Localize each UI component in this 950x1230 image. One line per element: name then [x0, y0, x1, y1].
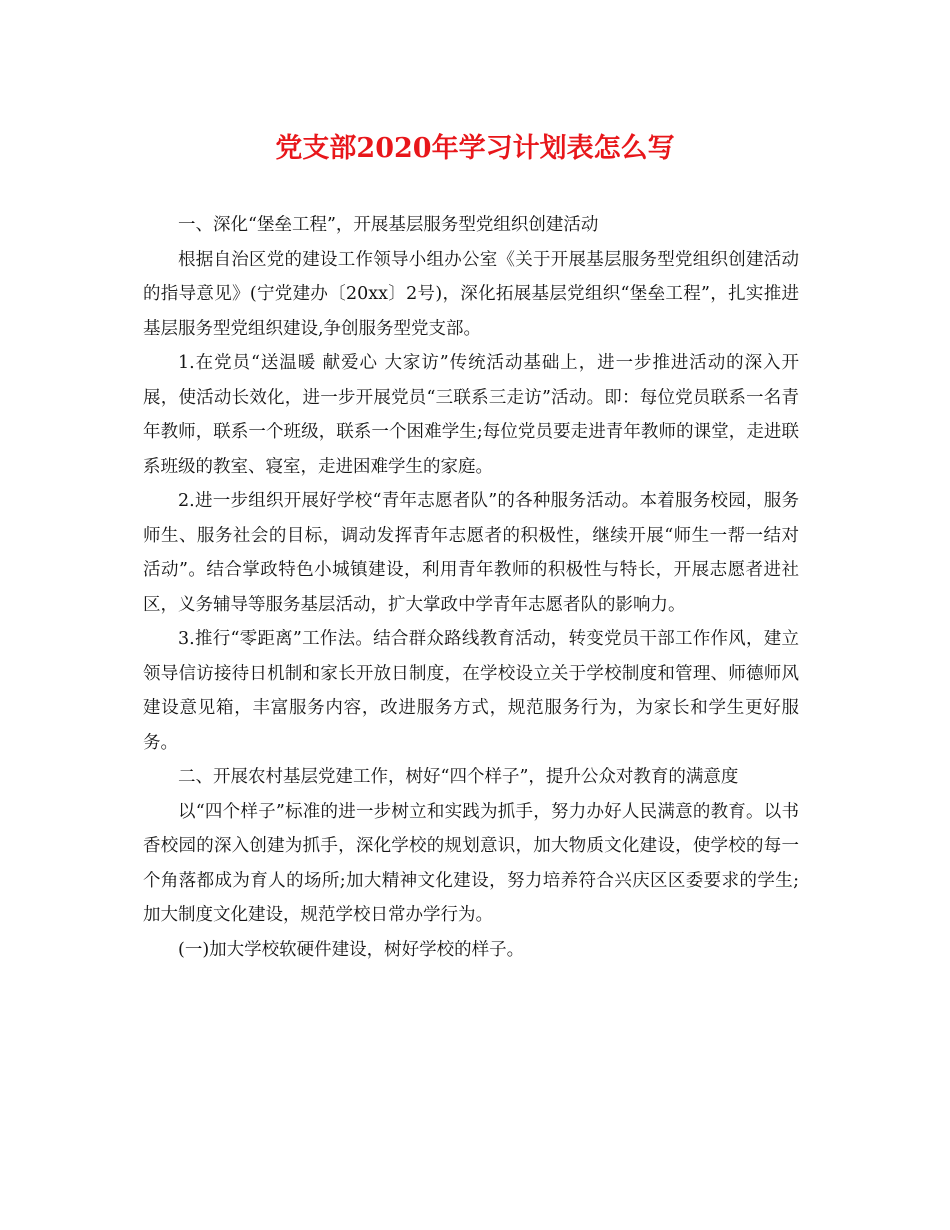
section-heading-1: 一、深化“堡垒工程”，开展基层服务型党组织创建活动 — [178, 215, 599, 235]
list-item-1: 1.在党员“送温暖 献爱心 大家访”传统活动基础上，进一步推进活动的深入开展，使活动长效化，进一步开展党员“三联系三走访”活动。即：每位党员联系一名青年教师，联系一个班级，联系一个困难学生;每位党员要走进青年教师的课堂，走进联系班级的教室、寝室，走进困难学生的家庭。 — [143, 353, 799, 477]
subsection-heading-1: (一)加大学校软硬件建设，树好学校的样子。 — [178, 939, 525, 960]
paragraph-section-2: 以“四个样子”标准的进一步树立和实践为抓手，努力办好人民满意的教育。以书香校园的深入创建为抓手，深化学校的规划意识，加大物质文化建设，使学校的每一个角落都成为育人的场所;加大精神文化建设，努力培养符合兴庆区区委要求的学生;加大制度文化建设，规范学校日常办学行为。 — [143, 801, 799, 925]
list-item-3: 3.推行“零距离”工作法。结合群众路线教育活动，转变党员干部工作作风，建立领导信访接待日机制和家长开放日制度，在学校设立关于学校制度和管理、师德师风建设意见箱，丰富服务内容，改进服务方式，规范服务行为，为家长和学生更好服务。 — [143, 629, 799, 753]
paragraph-intro: 根据自治区党的建设工作领导小组办公室《关于开展基层服务型党组织创建活动的指导意见》(宁党建办〔20xx〕2号)，深化拓展基层党组织“堡垒工程”，扎实推进基层服务型党组织建设,争创服务型党支部。 — [143, 249, 799, 339]
section-heading-2: 二、开展农村基层党建工作，树好“四个样子”，提升公众对教育的满意度 — [178, 767, 739, 787]
document-body — [143, 208, 799, 967]
list-item-2: 2.进一步组织开展好学校“青年志愿者队”的各种服务活动。本着服务校园，服务师生、服务社会的目标，调动发挥青年志愿者的积极性，继续开展“师生一帮一结对活动”。结合掌政特色小城镇建设，利用青年教师的积极性与特长，开展志愿者进社区，义务辅导等服务基层活动，扩大掌政中学青年志愿者队的影响力。 — [143, 491, 799, 615]
document-title: 党支部2020年学习计划表怎么写 — [275, 133, 675, 164]
